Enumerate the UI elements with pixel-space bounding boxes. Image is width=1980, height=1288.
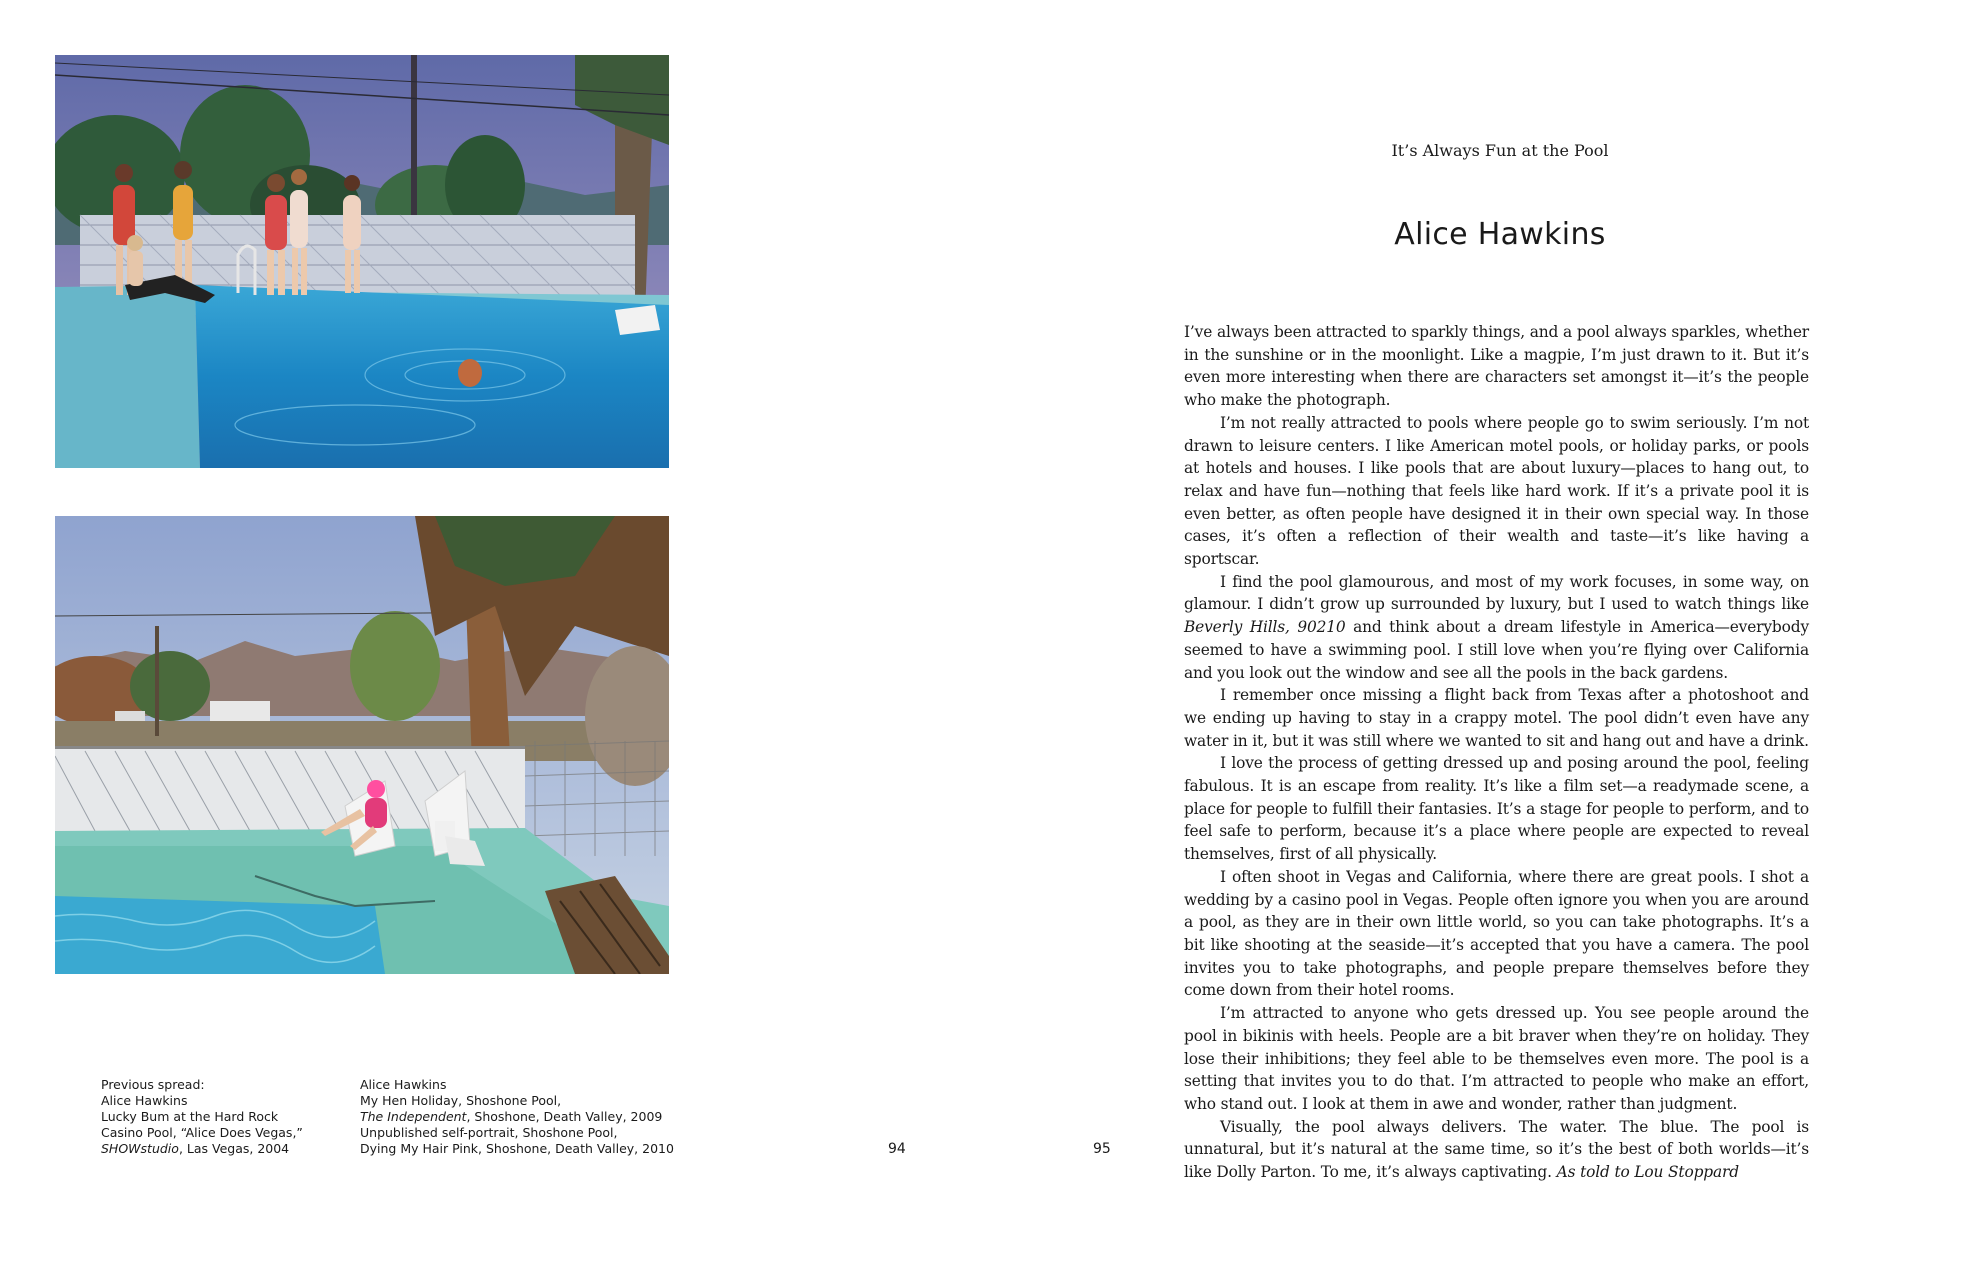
caption-line <box>360 1109 674 1125</box>
series-title: It’s Always Fun at the Pool <box>1391 141 1609 160</box>
pool-photo-top <box>55 55 669 468</box>
paragraph-text: and think about a dream lifestyle in America—everybody seemed to have a swimming pool. I still love when you’re flying over California and you look out the window and see all the pools in the back gardens. <box>1184 618 1809 682</box>
caption-line: My Hen Holiday, Shoshone Pool, <box>360 1093 562 1108</box>
page-number-left: 94 <box>888 1141 906 1157</box>
article-paragraph <box>1184 1116 1809 1184</box>
caption-line <box>101 1141 303 1157</box>
article-paragraph: I often shoot in Vegas and California, where there are great pools. I shot a wedding by a casino pool in Vegas. People often ignore you when you are around a pool, as they are in their own little world, so you can take photographs. It’s a bit like shooting at the seaside—it’s accepted that you have a camera. The pool invites you to take photographs, and people prepare themselves before they come down from their hotel rooms. <box>1184 867 1809 1000</box>
caption-line: Alice Hawkins <box>360 1077 447 1092</box>
caption-line-rest: , Las Vegas, 2004 <box>178 1141 290 1156</box>
article-paragraph: I remember once missing a flight back from Texas after a photoshoot and we ending up having to stay in a crappy motel. The pool didn’t even have any water in it, but it was still where we wanted to sit and hang out and have a drink. <box>1184 686 1809 750</box>
article-paragraph: I’m attracted to anyone who gets dressed up. You see people around the pool in bikinis with heels. People are a bit braver when they’re on holiday. They lose their inhibitions; they feel able to be themselves even more. The pool is a setting that invites you to do that. I’m attracted to people who make an effort, who stand out. I look at them in awe and wonder, rather than judgment. <box>1184 1004 1809 1113</box>
caption-photo-credits <box>360 1077 674 1157</box>
caption-publication: SHOWstudio <box>101 1141 179 1156</box>
article-body <box>1184 321 1809 1184</box>
caption-publication: The Independent <box>360 1109 467 1124</box>
photo-illustration-bottom <box>55 516 669 974</box>
article-paragraph <box>1184 571 1809 685</box>
photo-illustration-top <box>55 55 669 468</box>
article-paragraph: I’m not really attracted to pools where people go to swim seriously. I’m not drawn to leisure centers. I like American motel pools, or holiday parks, or pools at hotels and houses. I like pools that are about luxury—places to hang out, to relax and have fun—nothing that feels like hard work. If it’s a private pool it is even better, as often people have designed it in their own special way. In those cases, it’s often a reflection of their wealth and taste—it’s like having a sportscar. <box>1184 413 1809 569</box>
caption-line: Dying My Hair Pink, Shoshone, Death Valley, 2010 <box>360 1141 674 1156</box>
article-credit: As told to Lou Stoppard <box>1556 1163 1739 1182</box>
tv-show-title: Beverly Hills, 90210 <box>1184 618 1346 637</box>
paragraph-text: Visually, the pool always delivers. The water. The blue. The pool is unnatural, but it’s natural at the same time, so it’s the best of both worlds—it’s like Dolly Parton. To me, it’s always captivating. <box>1184 1117 1809 1182</box>
caption-line: Previous spread: <box>101 1077 205 1092</box>
caption-line-rest: , Shoshone, Death Valley, 2009 <box>466 1109 663 1124</box>
caption-previous-spread <box>101 1077 303 1157</box>
author-heading: Alice Hawkins <box>1394 217 1606 252</box>
caption-line: Lucky Bum at the Hard Rock <box>101 1109 279 1124</box>
page-number-right: 95 <box>1093 1141 1111 1157</box>
caption-line: Alice Hawkins <box>101 1093 188 1108</box>
article-paragraph: I love the process of getting dressed up and posing around the pool, feeling fabulous. It is an escape from reality. It’s like a film set—a readymade scene, a place for people to fulfill their fantasies. It’s a stage for people to perform, and to feel safe to perform, because it’s a place where people are expected to reveal themselves, first of all physically. <box>1184 754 1809 864</box>
caption-line: Unpublished self-portrait, Shoshone Pool, <box>360 1125 618 1140</box>
caption-line: Casino Pool, “Alice Does Vegas,” <box>101 1125 303 1140</box>
paragraph-text: I find the pool glamourous, and most of my work focuses, in some way, on glamour. I didn’t grow up surrounded by luxury, but I used to watch things like <box>1184 572 1809 614</box>
article-paragraph: I’ve always been attracted to sparkly things, and a pool always sparkles, whether in the sunshine or in the moonlight. Like a magpie, I’m just drawn to it. But it’s even more interesting when there are characters set amongst it—it’s the people who make the photograph. <box>1184 323 1809 410</box>
pool-photo-bottom <box>55 516 669 974</box>
